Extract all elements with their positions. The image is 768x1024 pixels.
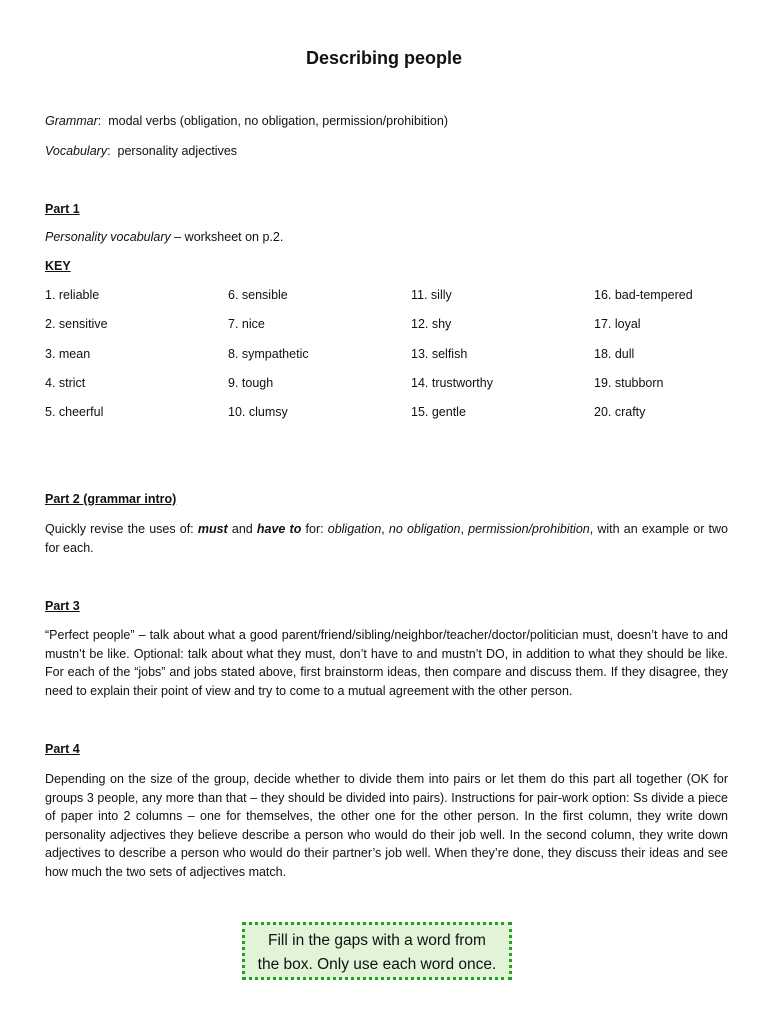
- answer-key-table: [45, 288, 735, 434]
- part2-obligation: obligation: [327, 522, 382, 536]
- key-item: 7. nice: [228, 317, 265, 332]
- key-item: 5. cheerful: [45, 405, 104, 420]
- part2-t3: for:: [301, 522, 328, 536]
- part4-text: Depending on the size of the group, decide whether to divide them into pairs or let them do this part all together (OK for groups 3 people, any more than that – they should be divided into pairs). Instructions for pair-work option: Ss divide a piece of paper into 2 columns – one for themselves, the other one for the other person. In the first column, they write down personality adjectives they believe describe a person who would do their job well. In the second column, they write down adjectives to describe a person who would do their partner’s job well. When they’re done, they discuss their ideas and see how much the two sets of adjectives match.: [45, 772, 728, 879]
- part2-have-to: have to: [256, 522, 302, 536]
- key-item: 2. sensitive: [45, 317, 108, 332]
- key-item: 1. reliable: [45, 288, 100, 302]
- key-item: 20. crafty: [594, 405, 646, 420]
- key-item: 12. shy: [411, 317, 452, 332]
- part1-intro-rest: – worksheet on p.2.: [170, 230, 284, 244]
- grammar-line: [45, 114, 448, 128]
- grammar-colon: :: [97, 114, 102, 128]
- key-row: [45, 405, 735, 434]
- key-item: 15. gentle: [411, 405, 466, 420]
- instruction-line-2: the box. Only use each word once.: [257, 956, 497, 973]
- key-item: 10. clumsy: [228, 405, 288, 420]
- part2-t5: ,: [460, 522, 469, 536]
- vocabulary-line: [45, 144, 237, 158]
- key-item: 8. sympathetic: [228, 346, 309, 361]
- key-row: [45, 347, 735, 376]
- key-row: [45, 317, 735, 346]
- part3-heading: Part 3: [45, 599, 80, 613]
- key-item: 19. stubborn: [594, 375, 664, 390]
- part1-heading: Part 1: [45, 202, 80, 216]
- key-item: 4. strict: [45, 375, 86, 390]
- part2-t4: ,: [381, 522, 389, 536]
- part1-intro-italic: Personality vocabulary: [45, 230, 171, 244]
- key-heading: KEY: [45, 259, 71, 273]
- key-row: [45, 376, 735, 405]
- key-item: 11. silly: [411, 288, 452, 302]
- part2-t1: Quickly revise the uses of:: [45, 522, 198, 536]
- vocabulary-text: personality adjectives: [117, 144, 238, 158]
- vocabulary-colon: :: [107, 144, 111, 158]
- part2-must: must: [197, 522, 228, 536]
- key-item: 18. dull: [594, 346, 635, 361]
- part1-intro: [45, 230, 283, 244]
- vocabulary-label: Vocabulary: [45, 144, 108, 158]
- part2-heading: Part 2 (grammar intro): [45, 492, 177, 506]
- key-item: 3. mean: [45, 346, 91, 361]
- part3-text: “Perfect people” – talk about what a good parent/friend/sibling/neighbor/teacher/doctor/politician must, doesn’t have to and mustn’t be like. Optional: talk about what they must, don’t have to and mustn’t DO, in addition to what they should be like. For each of the “jobs” and jobs stated above, first brainstorm ideas, then compare and discuss them. If they disagree, they need to explain their point of view and try to come to a mutual agreement with the other person.: [45, 628, 728, 698]
- key-row: [45, 288, 735, 317]
- key-item: 16. bad-tempered: [594, 288, 693, 302]
- part2-no-obligation: no obligation: [388, 522, 461, 536]
- key-item: 17. loyal: [594, 317, 641, 332]
- page-title: Describing people: [305, 48, 463, 68]
- key-item: 13. selfish: [411, 346, 468, 361]
- part2-permission: permission/prohibition: [468, 522, 590, 536]
- key-item: 14. trustworthy: [411, 375, 493, 390]
- part2-t2: and: [227, 522, 257, 536]
- key-item: 9. tough: [228, 375, 274, 390]
- part2-t6: , with an example or two for each.: [45, 522, 728, 555]
- key-item: 6. sensible: [228, 288, 288, 302]
- instruction-line-1: Fill in the gaps with a word from: [268, 932, 486, 949]
- part2-text: [45, 520, 728, 557]
- grammar-text: modal verbs (obligation, no obligation, permission/prohibition): [108, 114, 448, 128]
- instruction-box: [242, 922, 512, 980]
- part4-heading: Part 4: [45, 742, 80, 756]
- grammar-label: Grammar: [45, 114, 98, 128]
